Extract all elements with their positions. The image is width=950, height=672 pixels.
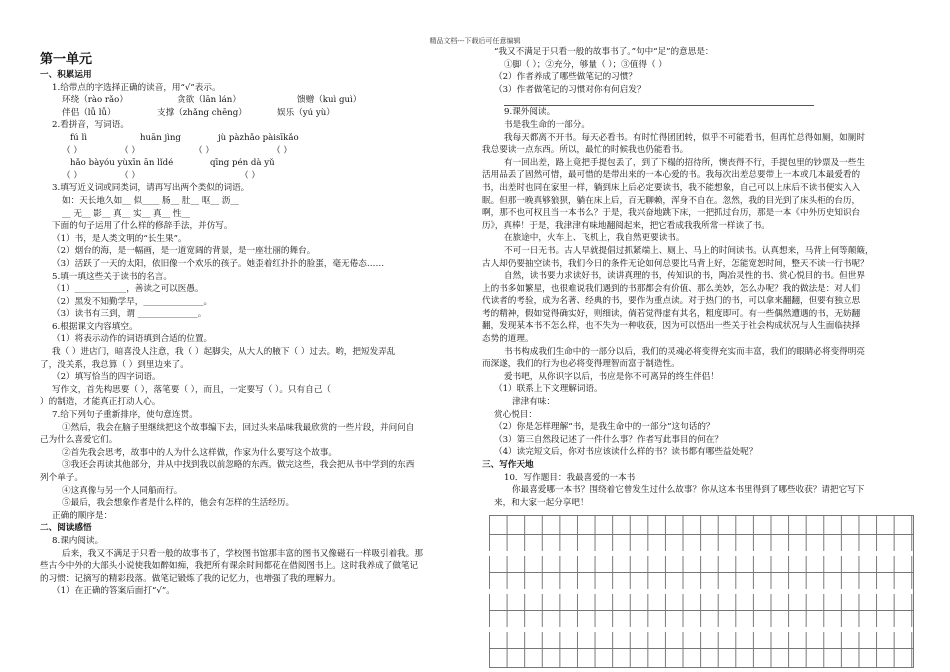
text-line: 我每天都离不开书。每天必看书。有时忙得团团转，似乎不可能看书，但再忙总得如厕，如厕时: [504, 132, 865, 143]
text-line: 5.填一填这些关于读书的名言。: [52, 271, 172, 282]
text-line: 书是我生命的一部分。: [504, 119, 590, 130]
row-cell: （ ）: [120, 145, 140, 156]
row-cell: 伴侣（lǚ lǚ）: [62, 107, 116, 118]
text-line: 爱书吧，从你识字以后，书应是你不可离异的终生伴侣！: [504, 371, 719, 382]
section-heading: 二、阅读感悟: [40, 523, 92, 534]
text-line: （1）____________，善读之可以医愚。: [52, 284, 204, 295]
text-line: 下面的句子运用了什么样的修辞手法，并仿写。: [52, 221, 233, 232]
row-cell: （ ）: [120, 170, 140, 181]
grid-gap: [489, 627, 913, 632]
text-line: 我总要读一点东西。所以，最忙的时候我也仍能看书。: [482, 145, 689, 156]
text-line: 古人却仍要抽空读书，我们今日的条件无论如何总要比马背上好，怎能宽恕时间，整天不读一行书呢？: [482, 258, 869, 269]
text-line: 我（ ）进店门，暗喜没人注意，我（ ）起脚尖，从大人的腋下（ ）过去。哟，把短发弄乱: [52, 347, 396, 358]
grid-gap: [489, 551, 913, 556]
text-line: 赏心悦目：: [494, 409, 537, 420]
text-line: 如：天长地久如__ 似____ 肠__ 肚__ 呕__ 沥__: [62, 195, 239, 206]
text-line: 1.给带点的字选择正确的读音，用“√”表示。: [52, 82, 221, 93]
text-line: “我又不满足于只看一般的故事书了。”句中“足”的意思是：: [494, 47, 714, 57]
row-cell: （ ）: [272, 145, 292, 156]
text-line: 自然，读书要力求读好书，读讲真理的书，传知识的书，陶冶灵性的书、赏心悦目的书。但世界: [504, 271, 865, 282]
text-line: __ 无__ 影__ 真__ 实__ 真__ 性__: [62, 208, 191, 219]
text-line: [40, 170, 467, 183]
text-line: 眠。但那一晚真够狼狈，躺在床上后，百无聊赖，浑身不自在。忽然，我的目光到了床头柜的台历，: [482, 195, 861, 206]
page-header: 精品文档---下载后可任意编辑: [429, 37, 521, 45]
text-line: ②首先我会思考，故事中的人为什么这样做，作家为什么要写这个故事。: [62, 447, 338, 458]
text-line: （1）将表示动作的词语填到合适的位置。: [52, 334, 213, 345]
text-line: 3.填写近义词或同类词，请再写出两个类似的词语。: [52, 183, 250, 194]
text-line: 你最喜爱哪一本书？围绕着它曾发生过什么故事？你从这本书里得到了哪些收获？请把它写下: [512, 485, 865, 496]
row-cell: 支撑（zhǎng chēng）: [157, 107, 247, 118]
text-line: 6.根据课文内容填空。: [52, 321, 138, 332]
row-cell: （ ）: [62, 170, 82, 181]
text-line: 在旅途中，火车上、飞机上，我自然更要读书。: [504, 233, 685, 244]
text-line: （1）书，是人类文明的“长生果”。: [52, 233, 187, 244]
text-line: 翻，发现某本书不怎么样，也不失为一种收获，因为可以悟出一些关于社会构成状况与人生面临抉择: [482, 321, 861, 332]
text-line: 了，没关系，我总算（ ）到里边来了。: [40, 359, 189, 370]
text-line: （3）活跃了一天的太阳，依旧像一个欢乐的孩子。她歪着红扑扑的脸蛋，毫无倦态……: [52, 258, 385, 269]
text-line: （2）黑发不知勤学早，______________。: [52, 296, 213, 307]
text-line: 历》，真棒！于是，我津津有味地翻阅起来，把它看成我我所常一样读了书。: [482, 220, 770, 231]
text-line: 后来，我又不满足于只看一般的故事书了，学校图书馆那丰富的图书又像磁石一样吸引着我。那: [62, 548, 423, 559]
row-cell: hǎo bàyóu yùxīn ān lǐdé: [70, 158, 174, 169]
row-cell: fú lì: [70, 132, 87, 143]
text-line: [40, 145, 467, 158]
grid-gap: [489, 589, 913, 594]
text-line: 己为什么喜爱它们。: [40, 435, 118, 446]
text-line: 8.课内阅读。: [52, 535, 104, 546]
text-line: 9.课外阅读。: [504, 107, 556, 118]
text-line: ①脚（ ）；②充分，够量（ ）；③值得（ ）: [504, 59, 667, 70]
text-line: 书，出差时也同在家里一样，躺到床上后必定要读书，我不能想象，自己可以上床后不读书便实入入: [482, 182, 861, 193]
text-line: 10．写作题目：我最喜爱的一本书: [504, 472, 636, 483]
text-line: （2）烟台的海，是一幅画，是一道宽阔的背景，是一座壮丽的舞台。: [52, 246, 316, 257]
unit-title: 第一单元: [40, 52, 93, 67]
text-line: 些古今中外的大部头小说使我如醉如痴，我把所有课余时间都花在借阅图书上。这时我养成了做笔记: [40, 561, 419, 572]
right-column: [482, 46, 914, 509]
text-line: [40, 157, 467, 170]
row-cell: jù pàzhǎo pàisīkǎo: [218, 132, 299, 143]
text-line: 书书构成我们生命中的一部分以后，我们的灵魂必将变得充实而丰富，我们的眼睛必将变得明亮: [504, 346, 865, 357]
row-cell: qīng pén dà yǔ: [210, 158, 275, 169]
text-line: ④这真像与另一个人同船而行。: [62, 485, 183, 496]
text-line: 代读者的考验，成为名著、经典的书，要作为重点读。对于热门的书，可以拿来翻翻，但要有独立思: [482, 296, 861, 307]
text-line: 正确的顺序是：: [52, 510, 113, 521]
text-line: 啊，那不也可权且当一本书么？于是，我兴奋地跳下床，一把抓过台历，那是一本《中外历史知识台: [482, 208, 861, 219]
text-line: （2）你是怎样理解“书，是我生命中的一部分”这句话的？: [494, 422, 715, 433]
text-line: 写作文，首先构思要（ ），落笔要（ ），而且，一定要写（ ）。只有自己（: [52, 384, 331, 395]
row-cell: huān jìng: [140, 132, 181, 143]
text-line: ⑤最后，我会想象作者是什么样的，他会有怎样的生活经历。: [62, 498, 295, 509]
text-line: 活用品丢了固然可惜，最可惜的是带出来的一本心爱的书。我每次出差总要带上一本或几本最爱看的: [482, 170, 861, 181]
left-column: [40, 46, 467, 598]
row-cell: （ ）: [62, 145, 82, 156]
row-cell: （ ）: [194, 145, 214, 156]
text-line: 考的精神，假如觉得确实好，则细读，倘若觉得虚有其名，粗度即可。有一些偶然遭遇的书，无妨翻: [482, 308, 861, 319]
text-line: （4）读完短文后，你对书应该读什么样的书？读书都有哪些益处呢？: [494, 447, 758, 458]
composition-grid[interactable]: [489, 515, 914, 668]
row-cell: 馈赠（kuì guì）: [297, 95, 362, 106]
section-heading: 三、写作天地: [482, 460, 534, 470]
text-line: （3）第三自然段记述了一件什么事？作者写此事目的何在？: [494, 434, 723, 445]
row-cell: 环绕（rào rǎo）: [62, 95, 128, 106]
text-line: [40, 132, 467, 145]
text-line: [40, 94, 467, 107]
text-line: ③我还会再读其他部分，并从中找到我以前忽略的东西。做完这些，我会把从书中学到的东西: [62, 460, 415, 471]
text-line: （3）作者做笔记的习惯对你有何启发？: [494, 84, 646, 95]
text-line: （1）在正确的答案后面打“√”。: [52, 586, 175, 597]
text-line: 列个单子。: [40, 473, 83, 483]
text-line: [40, 107, 467, 120]
text-line: （3）读书有三到，谓 ______________。: [52, 309, 207, 320]
text-line: （1）联系上下文理解词语。: [494, 384, 603, 395]
text-line: 来，和大家一起分享吧！: [494, 497, 589, 508]
text-line: 上的书多如繁星，也很难说我们遇到的书那都会有价值、那么美妙，怎么办呢？我的做法是：对人们: [482, 283, 861, 294]
text-line: 有一回出差，路上竟把手提包丢了，到了下榻的招待所，懊丧得不行，手提包里的钞票及一些生: [504, 157, 865, 168]
row-cell: （ ）: [240, 170, 260, 181]
text-line: 不可一日无书。古人早就提倡过抓紧端上、厕上、马上的时间读书。认真想来，马背上何等颠簸，: [504, 245, 874, 256]
row-cell: 贪欲（lān lán）: [177, 95, 241, 106]
row-cell: 娱乐（yú yù）: [277, 107, 335, 118]
section-heading: 一、积累运用: [40, 70, 92, 80]
text-line: 2.看拼音，写词语。: [52, 120, 129, 131]
text-line: 态势的道理。: [482, 334, 534, 345]
text-line: 7.给下列句子重新排序，使句意连贯。: [52, 410, 198, 421]
text-line: 津津有味：: [512, 397, 555, 408]
text-line: [504, 96, 814, 106]
text-line: （2）填写恰当的四字词语。: [52, 372, 161, 383]
text-line: （2）作者养成了哪些做笔记的习惯？: [494, 72, 637, 83]
text-line: 的习惯：记摘写的精彩段落。做笔记锻炼了我的记忆力，也增强了我的理解力。: [40, 573, 341, 584]
text-line: ）的制造，才能真正打动人心。: [40, 397, 161, 408]
text-line: ①然后，我会在脑子里继续把这个故事编下去，回过头来品味我最欣赏的一些片段，并问问自: [62, 422, 415, 433]
text-line: 而深遂，我们的行为也必将变得理智而富于制造性。: [482, 359, 680, 370]
